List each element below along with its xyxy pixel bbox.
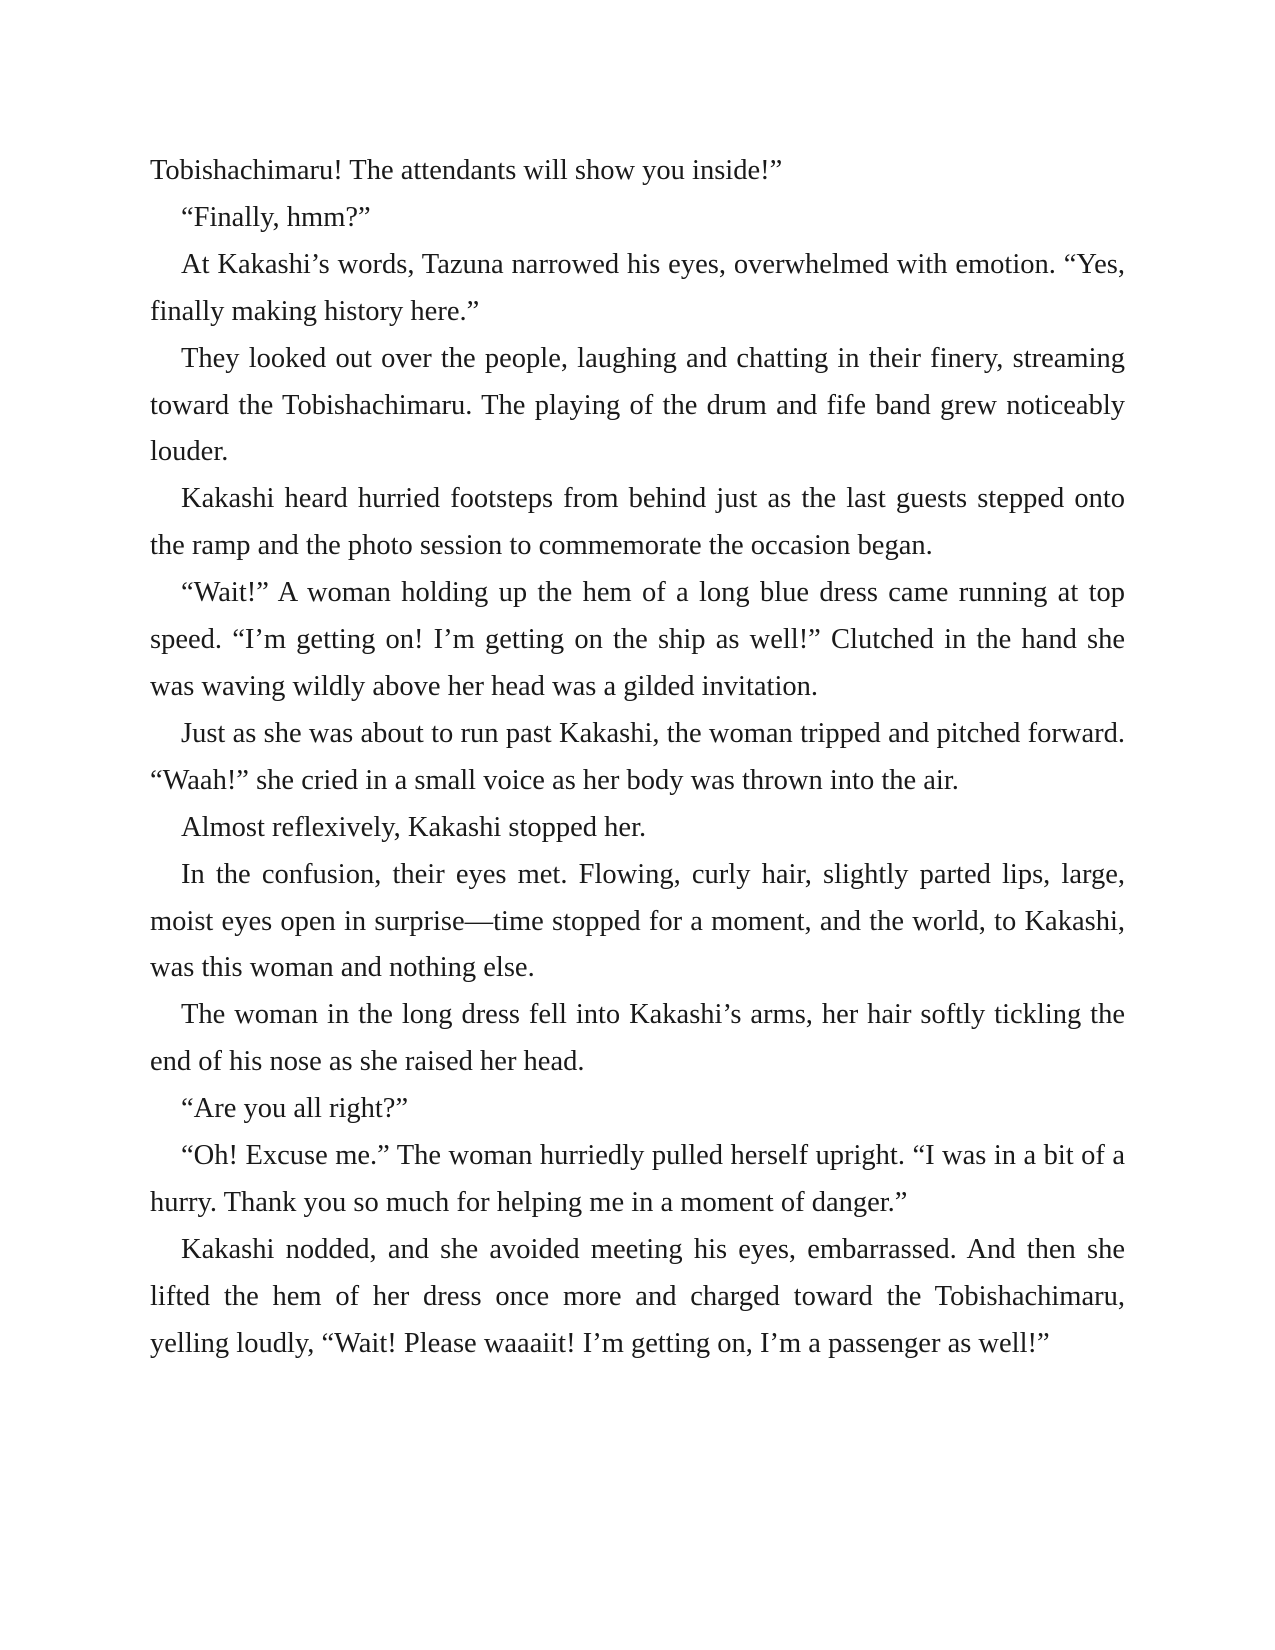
- paragraph-continued: Tobishachimaru! The attendants will show you inside!”: [150, 155, 783, 186]
- paragraph: “Finally, hmm?”: [181, 201, 371, 233]
- paragraph: The woman in the long dress fell into Kakashi’s arms, her hair softly tickling the end of his nose as she raised her head.: [150, 999, 1125, 1078]
- paragraph: Kakashi nodded, and she avoided meeting his eyes, embarrassed. And then she lifted the hem of her dress once more and charged toward the Tobishachimaru, yelling loudly, “Wait! Please waaaiit! I’m getting on, I’m a passenger as well!”: [150, 1233, 1125, 1359]
- paragraph: In the confusion, their eyes met. Flowing, curly hair, slightly parted lips, large, moist eyes open in surprise—time stopped for a moment, and the world, to Kakashi, was this woman and nothing else.: [150, 858, 1125, 984]
- paragraph: Kakashi heard hurried footsteps from behind just as the last guests stepped onto the ramp and the photo session to commemorate the occasion began.: [150, 483, 1125, 562]
- body-text: [150, 148, 1125, 1368]
- paragraph: Just as she was about to run past Kakashi, the woman tripped and pitched forward. “Waah!” she cried in a small voice as her body was thrown into the air.: [150, 717, 1125, 796]
- paragraph: “Wait!” A woman holding up the hem of a long blue dress came running at top speed. “I’m getting on! I’m getting on the ship as well!” Clutched in the hand she was waving wildly above her head was a gilded invitation.: [150, 577, 1125, 702]
- paragraph: They looked out over the people, laughing and chatting in their finery, streaming toward the Tobishachimaru. The playing of the drum and fife band grew noticeably louder.: [150, 342, 1125, 468]
- paragraph: “Oh! Excuse me.” The woman hurriedly pulled herself upright. “I was in a bit of a hurry. Thank you so much for helping me in a moment of danger.”: [150, 1140, 1125, 1218]
- paragraph: “Are you all right?”: [181, 1093, 409, 1125]
- paragraph: Almost reflexively, Kakashi stopped her.: [181, 811, 647, 843]
- paragraph: At Kakashi’s words, Tazuna narrowed his eyes, overwhelmed with emotion. “Yes, finally making history here.”: [150, 248, 1125, 327]
